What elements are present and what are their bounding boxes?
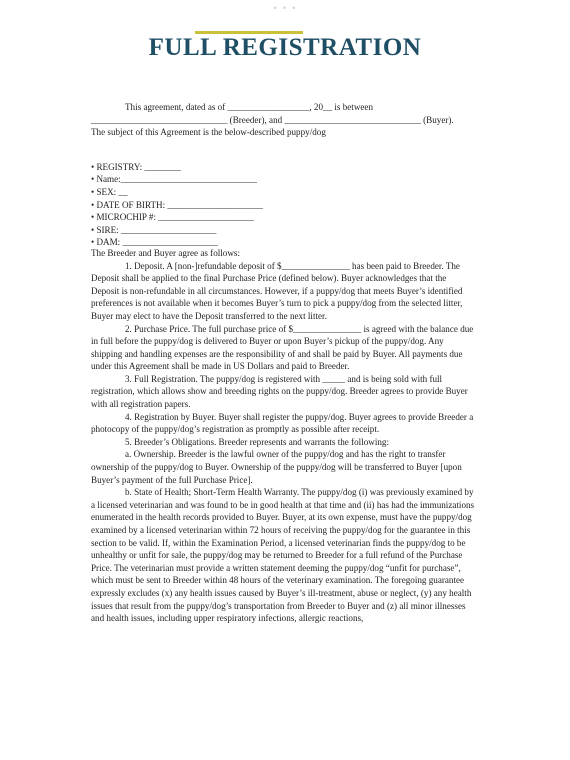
intro-line-2: ______________________________ (Breeder), and ______________________________ (Buyer). bbox=[91, 114, 454, 125]
document-title: FULL REGISTRATION bbox=[148, 34, 422, 61]
section-deposit: 1. Deposit. A [non-]refundable deposit of $_______________ has been paid to Breeder. The Deposit shall be applied to the final Purchase Price (defined below). Buyer acknowledges that the Deposit is non-refundable in all circumstances. However, if a puppy/dog that meets Buyer’s identified preferences is not available when it becomes Buyer’s turn to pick a puppy/dog from the selected litter, Buyer may elect to have the Deposit transferred to the next litter. bbox=[91, 260, 463, 321]
section-breeder-obligations: 5. Breeder’s Obligations. Breeder represents and warrants the following: bbox=[125, 436, 389, 447]
section-registration-by-buyer: 4. Registration by Buyer. Buyer shall register the puppy/dog. Buyer agrees to provide Breeder a photocopy of the puppy/dog’s registration as promptly as possible after receipt. bbox=[91, 411, 474, 435]
section-purchase-price: 2. Purchase Price. The full purchase price of $_______________ is agreed with the balance due in full before the puppy/dog is delivered to Buyer or upon Buyer’s pickup of the puppy/dog. Any shipping and handling expenses are the responsibility of and shall be paid by Buyer. All payments due under this Agreement shall be made in US Dollars and paid to Breeder. bbox=[91, 323, 474, 372]
field-registry: • REGISTRY: ________ bbox=[91, 161, 181, 172]
intro-line-3: The subject of this Agreement is the below-described puppy/dog bbox=[91, 127, 326, 138]
field-name: • Name:______________________________ bbox=[91, 174, 258, 185]
section-ownership: a. Ownership. Breeder is the lawful owner of the puppy/dog and has the right to transfer ownership of the puppy/dog to Buyer. Ownership of the puppy/dog will be transferred to Buyer [upon Buyer’s payment of the full Purchase Price]. bbox=[91, 449, 462, 485]
field-dam: • DAM: _____________________ bbox=[91, 237, 218, 248]
section-full-registration: 3. Full Registration. The puppy/dog is registered with _____ and is being sold with full registration, which allows show and breeding rights on the puppy/dog. Breeder agrees to provide Buyer with all registration papers. bbox=[91, 373, 468, 410]
intro-line-1: This agreement, dated as of __________________, 20__ is between bbox=[125, 102, 374, 112]
field-microchip: • MICROCHIP #: _____________________ bbox=[91, 212, 254, 223]
field-date-of-birth: • DATE OF BIRTH: _____________________ bbox=[91, 199, 263, 210]
field-sex: • SEX: __ bbox=[91, 186, 128, 197]
agree-intro: The Breeder and Buyer agree as follows: bbox=[91, 247, 240, 258]
field-sire: • SIRE: _____________________ bbox=[91, 224, 217, 235]
document-body bbox=[91, 101, 476, 625]
section-state-of-health: b. State of Health; Short-Term Health Warranty. The puppy/dog (i) was previously examined by a licensed veterinarian and was found to be in good health at that time and (ii) has had the immunizations enumerated in the health records provided to Buyer. Buyer, at its own expense, must have the puppy/dog examined by a licensed veterinarian within 72 hours of receiving the puppy/dog for the guarantee in this section to be valid. If, within the Examination Period, a licensed veterinarian finds the puppy/dog to be unhealthy or unfit for sale, the puppy/dog may be returned to Breeder for a full refund of the Purchase Price. The veterinarian must provide a written statement deeming the puppy/dog “unfit for purchase”, which must be sent to Breeder within 48 hours of the veterinary examination. The foregoing guarantee expressly excludes (x) any health issues caused by Buyer’s ill-treatment, abuse or neglect, (y) any health issues that result from the puppy/dog’s transportation from Breeder to Buyer and (z) all minor illnesses and health issues, including upper respiratory infections, allergic reactions, bbox=[91, 487, 475, 624]
page-indicator-dots: • • • bbox=[272, 4, 298, 13]
